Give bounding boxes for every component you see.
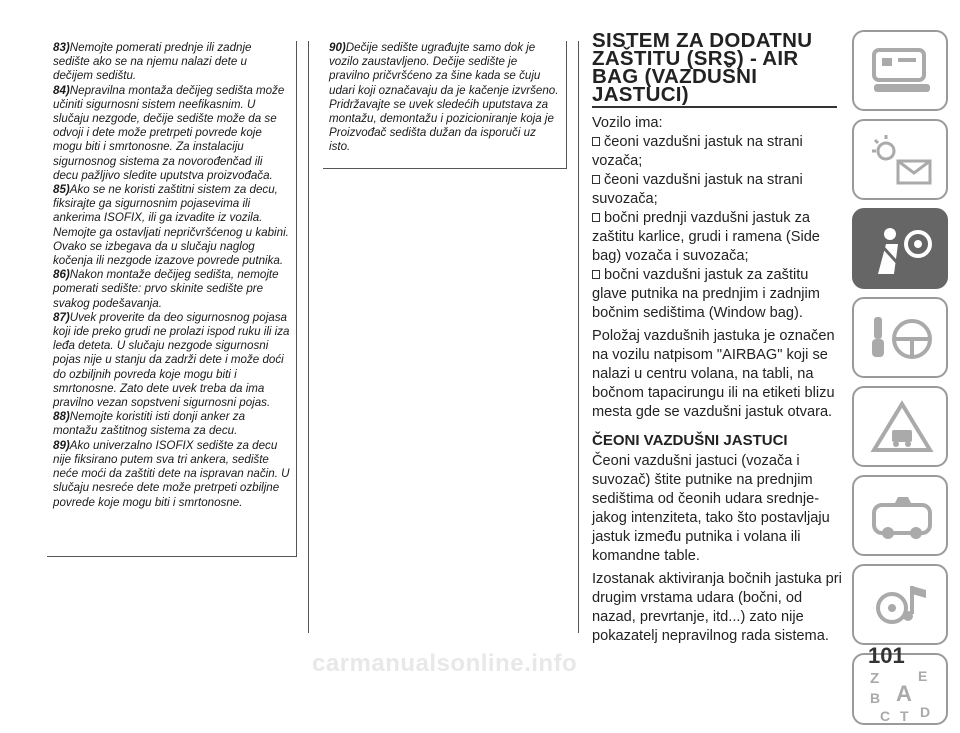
note-86: 86)Nakon montaže dečijeg sedišta, nemojte pomerati sedište: prvo skinite sedište pre svakog podešavanja. bbox=[53, 268, 279, 310]
index-icon bbox=[868, 667, 936, 723]
index-letter: T bbox=[900, 708, 909, 723]
index-letter: A bbox=[896, 681, 912, 706]
column-divider-right bbox=[578, 41, 579, 633]
bullet-item: bočni prednji vazdušni jastuk za zaštitu karlice, grudi i ramena (Side bag) vozača i suvozača; bbox=[592, 210, 820, 264]
notes-column-left bbox=[47, 41, 297, 557]
column-divider bbox=[308, 41, 309, 633]
index-letter: B bbox=[870, 690, 881, 706]
bullet-box-icon bbox=[592, 137, 600, 146]
bullet-item: čeoni vazdušni jastuk na strani vozača; bbox=[592, 134, 803, 169]
airbag-seatbelt-icon bbox=[868, 222, 936, 278]
breakdown-icon bbox=[868, 400, 936, 456]
car-dashboard-icon bbox=[868, 44, 936, 100]
bullet-item: čeoni vazdušni jastuk na strani suvozača; bbox=[592, 172, 803, 207]
bullet-box-icon bbox=[592, 270, 600, 279]
tab-starting-driving[interactable] bbox=[852, 297, 948, 378]
tab-emergency[interactable] bbox=[852, 386, 948, 467]
tab-dashboard[interactable] bbox=[852, 30, 948, 111]
tab-safety[interactable] bbox=[852, 208, 948, 289]
paragraph: Čeoni vazdušni jastuci (vozača i suvozač) štite putnike na prednjim sedištima od čeonih udara srednje-jakog intenziteta, tako što postavljaju jastuk između putnika i volana ili komandne table. bbox=[592, 452, 830, 564]
note-88: 88)Nemojte koristiti isti donji anker za montažu zaštitnog sistema za decu. bbox=[53, 410, 246, 438]
multimedia-icon bbox=[868, 578, 936, 634]
notes-column-middle bbox=[323, 41, 567, 169]
key-steering-icon bbox=[868, 311, 936, 367]
main-content bbox=[592, 30, 844, 650]
bullet-box-icon bbox=[592, 175, 600, 184]
note-84: 84)Nepravilna montaža dečijeg sedišta može učiniti sigurnosni sistem neefikasnim. U slučaju nezgode, dečije sedište može da se odvoji i dete može pretrpeti povrede koje mogu biti i smrtonosne. Za instalaciju sigurnosnog sistema za novorođenčad ili decu pažljivo sledite uputstva proizvođača. bbox=[53, 83, 285, 182]
paragraph: Položaj vazdušnih jastuka je označen na vozilu natpisom "AIRBAG" koji se nalazi u centru volana, na tabli, na bočnom tapacirungu ili na etiketi blizu mesta gde se vazdušni jastuk otvara. bbox=[592, 328, 835, 420]
tab-maintenance[interactable] bbox=[852, 475, 948, 556]
note-90: 90)Dečije sedište ugrađujte samo dok je vozilo zaustavljeno. Dečije sedište je pravilno pričvršćeno za šine kada se čuju udari koji označavaju da je kačenje izvršeno. Pridržavajte se uvek sledećih uputstava za montažu, demontažu i pozicioniranje koja je Proizvođač sedišta dužan da isporuči uz isto. bbox=[329, 41, 559, 154]
section-title: SISTEM ZA DODATNU ZAŠTITU (SRS) - AIR BAG (VAZDUŠNI JASTUCI) bbox=[592, 29, 813, 106]
paragraph: Izostanak aktiviranja bočnih jastuka pri drugim vrstama udara (bočni, od nazad, prevrtanje, itd...) zato nije pokazatelj nepravilnog rada sistema. bbox=[592, 570, 842, 644]
chapter-tabs bbox=[852, 30, 960, 733]
bullet-box-icon bbox=[592, 213, 600, 222]
note-87: 87)Uvek proverite da deo sigurnosnog pojasa koji ide preko grudi ne prolazi ispod ruku ili iza leđa deteta. U slučaju nezgode sigurnosni pojas nije u stanju da zadrži dete i može doći do ozbiljnih povreda koje mogu biti i smrtonosne. Zato dete uvek treba da ima pravilno vezan sopstveni sigurnosni pojas. bbox=[53, 310, 290, 410]
note-83: 83)Nemojte pomerati prednje ili zadnje sedište ako se na njemu nalazi dete u dečijem sedištu. bbox=[53, 41, 252, 83]
tab-multimedia[interactable] bbox=[852, 564, 948, 645]
intro-text: Vozilo ima: bbox=[592, 115, 663, 131]
note-85: 85)Ako se ne koristi zaštitni sistem za decu, fiksirajte ga sigurnosnim pojasevima ili ankerima ISOFIX, ili ga izvadite iz vozila. Nemojte ga ostavljati nepričvršćenog u kabini. Ovako se izbegava da u slučaju naglog kočenja ili nezgode izazove povrede putnika. bbox=[53, 183, 289, 268]
index-letter: E bbox=[918, 668, 928, 684]
index-letter: Z bbox=[870, 670, 880, 687]
page-number: 101 bbox=[868, 643, 905, 668]
maintenance-icon bbox=[868, 489, 936, 545]
watermark: carmanualsonline.info bbox=[312, 650, 578, 677]
warning-light-icon bbox=[868, 133, 936, 189]
subsection-title: ČEONI VAZDUŠNI JASTUCI bbox=[592, 432, 788, 449]
title-rule bbox=[592, 106, 837, 108]
bullet-item: bočni vazdušni jastuk za zaštitu glave putnika na prednjim i zadnjim bočnim sedištima (Window bag). bbox=[592, 267, 820, 321]
index-letter: D bbox=[920, 704, 931, 720]
note-89: 89)Ako univerzalno ISOFIX sedište za decu nije fiksirano putem sva tri ankera, sedište neće moći da zaštiti dete na ispravan način. U slučaju nesreće dete može pretrpeti ozbiljne povrede koje mogu biti i smrtonosne. bbox=[53, 438, 290, 509]
tab-warning-lights[interactable] bbox=[852, 119, 948, 200]
index-letter: C bbox=[880, 708, 891, 723]
